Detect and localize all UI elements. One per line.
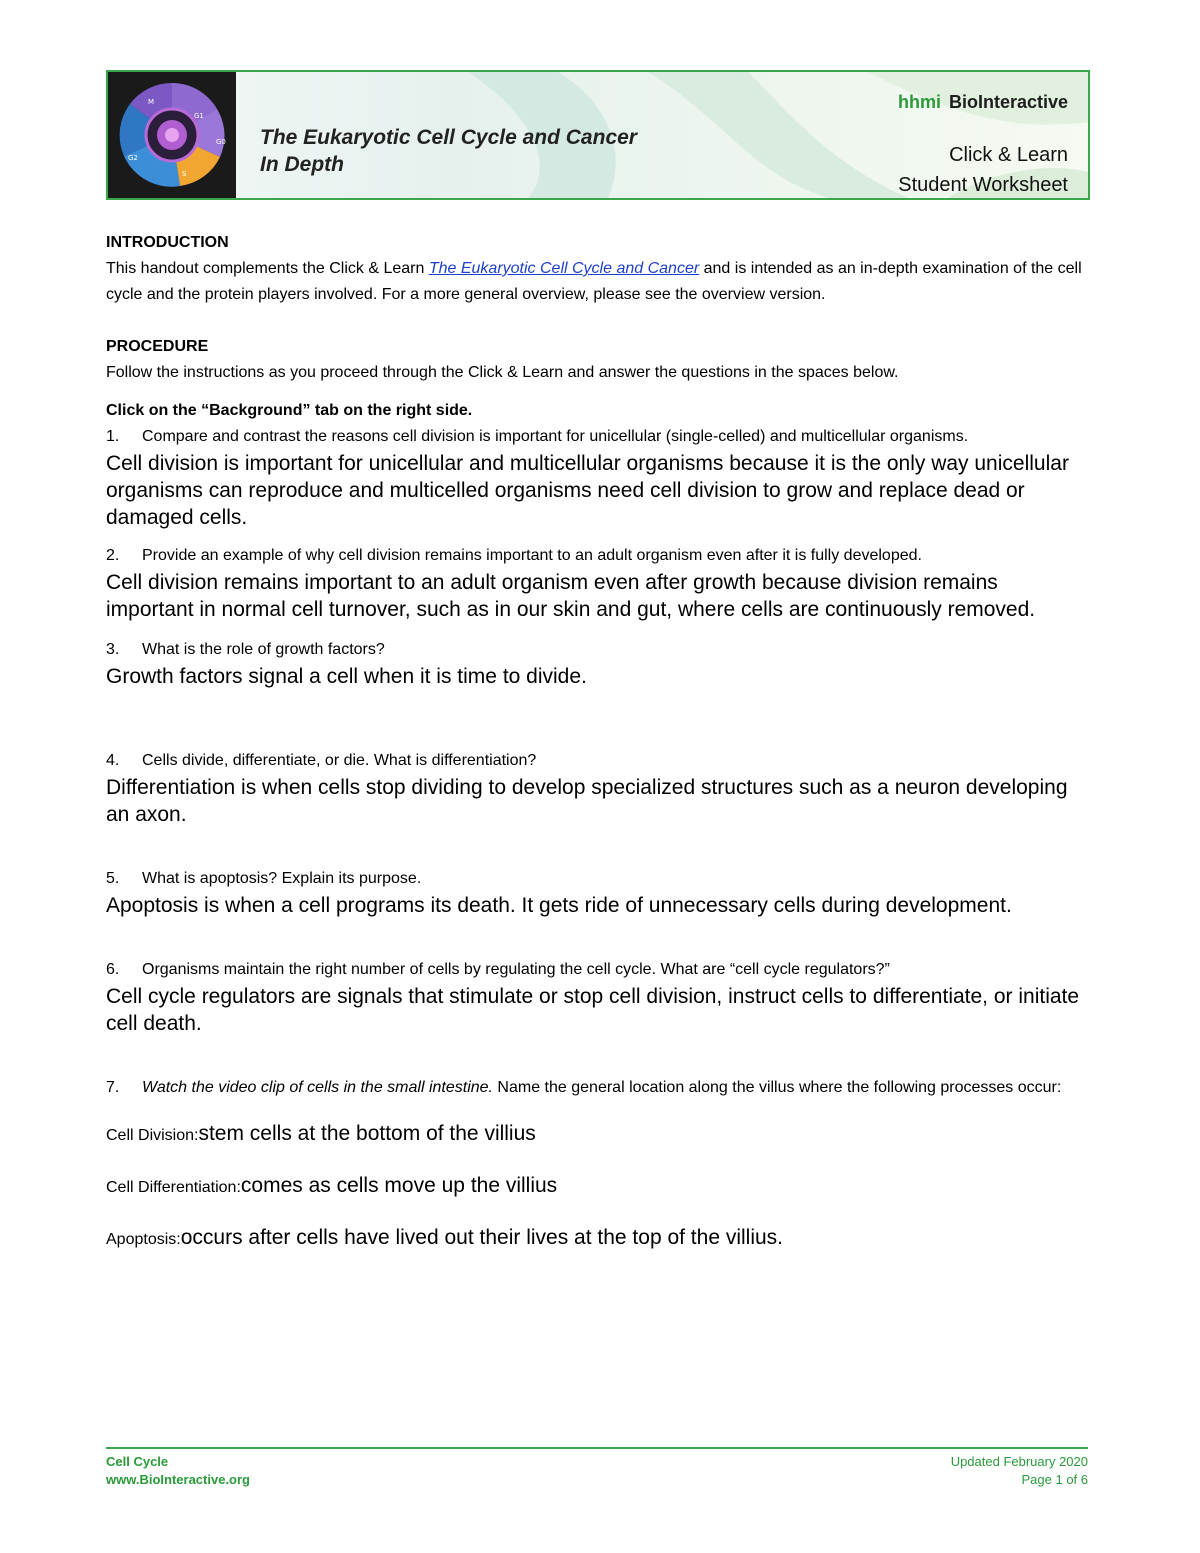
answer-3: Growth factors signal a cell when it is time to divide. bbox=[106, 665, 587, 688]
process-cell-differentiation bbox=[106, 1173, 1090, 1201]
answer-1: Cell division is important for unicellular and multicellular organisms because it is the only way unicellular organisms can reproduce and multicelled organisms need cell division to grow and replace dead or damaged cells. bbox=[106, 452, 1069, 529]
click-and-learn-link[interactable]: The Eukaryotic Cell Cycle and Cancer bbox=[428, 260, 700, 277]
subtitle-line-1: Click & Learn bbox=[949, 144, 1068, 166]
brand-hhmi: hhmi bbox=[897, 92, 941, 112]
answer-2: Cell division remains important to an adult organism even after growth because division remains important in normal cell turnover, such as in our skin and gut, where cells are continuously removed. bbox=[106, 571, 1036, 621]
question-text: Compare and contrast the reasons cell division is important for unicellular (single-celled) and multicellular organisms. bbox=[142, 428, 969, 445]
process-answer: occurs after cells have lived out their lives at the top of the villius. bbox=[180, 1226, 784, 1249]
question-3 bbox=[106, 637, 1090, 663]
svg-text:G1: G1 bbox=[194, 112, 204, 120]
question-text: Provide an example of why cell division remains important to an adult organism even after it is fully developed. bbox=[142, 547, 922, 564]
question-text: What is apoptosis? Explain its purpose. bbox=[142, 870, 422, 887]
question-4 bbox=[106, 748, 1090, 774]
process-answer: comes as cells move up the villius bbox=[240, 1174, 558, 1197]
footer-page-number: Page 1 of 6 bbox=[1021, 1472, 1088, 1487]
title-line-2: In Depth bbox=[260, 153, 344, 176]
title-line-1: The Eukaryotic Cell Cycle and Cancer bbox=[260, 126, 637, 149]
process-apoptosis bbox=[106, 1225, 1090, 1253]
answer-4: Differentiation is when cells stop dividing to develop specialized structures such as a neuron developing an axon. bbox=[106, 776, 1068, 826]
footer-divider bbox=[106, 1447, 1088, 1449]
question-number: 6. bbox=[106, 961, 120, 978]
footer-updated: Updated February 2020 bbox=[950, 1454, 1088, 1469]
introduction-text: This handout complements the Click & Learn The Eukaryotic Cell Cycle and Cancer and is intended as an in-depth examination of the cell cycle and the protein players involved. For a more general overview, please see the overview version. bbox=[106, 260, 1082, 303]
svg-text:S: S bbox=[182, 170, 187, 178]
footer-topic: Cell Cycle bbox=[106, 1454, 169, 1469]
footer-right bbox=[951, 1453, 1088, 1489]
answer-5: Apoptosis is when a cell programs its death. It gets ride of unnecessary cells during development. bbox=[106, 894, 1012, 917]
subtitle-line-2: Student Worksheet bbox=[898, 174, 1068, 196]
process-label: Cell Division: bbox=[106, 1127, 199, 1144]
brand-name: BioInteractive bbox=[948, 92, 1068, 112]
procedure-heading: PROCEDURE bbox=[106, 338, 209, 355]
introduction-heading: INTRODUCTION bbox=[106, 234, 229, 251]
process-label: Apoptosis: bbox=[106, 1231, 181, 1248]
question-1 bbox=[106, 424, 1090, 450]
question-number: 7. bbox=[106, 1079, 120, 1096]
background-instruction: Click on the “Background” tab on the right side. bbox=[106, 402, 473, 419]
footer-left bbox=[106, 1453, 250, 1489]
process-label: Cell Differentiation: bbox=[106, 1179, 241, 1196]
svg-text:M: M bbox=[148, 98, 155, 106]
question-7 bbox=[106, 1075, 1090, 1101]
cell-cycle-wheel-icon bbox=[108, 72, 236, 198]
question-text: Organisms maintain the right number of cells by regulating the cell cycle. What are “cell cycle regulators?” bbox=[142, 961, 890, 978]
svg-text:G2: G2 bbox=[128, 154, 138, 162]
question-text: Watch the video clip of cells in the small intestine. Name the general location along the villus where the following processes occur: bbox=[142, 1079, 1062, 1096]
page-title bbox=[260, 124, 637, 178]
procedure-text: Follow the instructions as you proceed through the Click & Learn and answer the questions in the spaces below. bbox=[106, 364, 899, 381]
process-cell-division bbox=[106, 1121, 1090, 1149]
question-text: What is the role of growth factors? bbox=[142, 641, 385, 658]
cell-cycle-logo bbox=[108, 72, 236, 198]
question-2 bbox=[106, 543, 1090, 569]
brand-logo bbox=[898, 92, 1068, 113]
question-number: 3. bbox=[106, 641, 120, 658]
question-6 bbox=[106, 957, 1090, 983]
process-answer: stem cells at the bottom of the villius bbox=[198, 1122, 536, 1145]
question-number: 1. bbox=[106, 428, 120, 445]
answer-6: Cell cycle regulators are signals that stimulate or stop cell division, instruct cells to differentiate, or initiate cell death. bbox=[106, 985, 1080, 1035]
question-number: 5. bbox=[106, 870, 120, 887]
question-number: 4. bbox=[106, 752, 120, 769]
question-5 bbox=[106, 866, 1090, 892]
header-banner bbox=[106, 70, 1090, 200]
svg-text:G0: G0 bbox=[216, 138, 226, 146]
worksheet-body bbox=[106, 230, 1090, 1253]
footer-website-link[interactable]: www.BioInteractive.org bbox=[106, 1472, 250, 1487]
question-number: 2. bbox=[106, 547, 120, 564]
worksheet-subtitle bbox=[898, 140, 1068, 200]
question-text: Cells divide, differentiate, or die. What is differentiation? bbox=[142, 752, 537, 769]
